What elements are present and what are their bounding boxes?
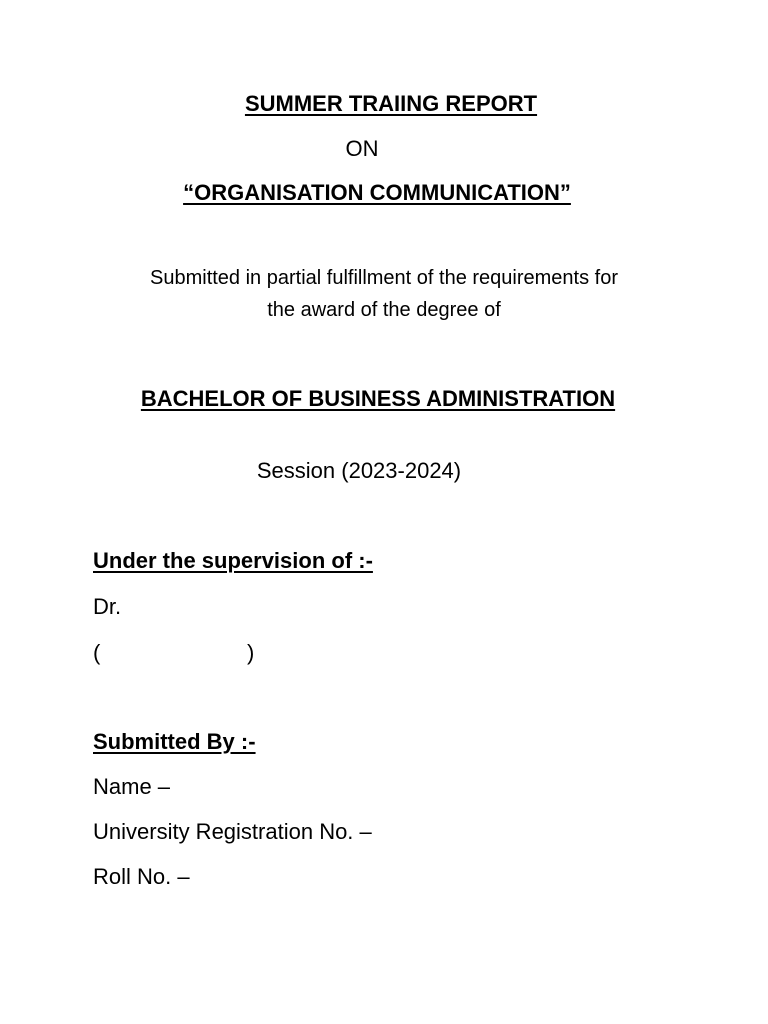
report-title: SUMMER TRAIING REPORT xyxy=(244,91,538,116)
degree-name: BACHELOR OF BUSINESS ADMINISTRATION xyxy=(140,386,616,411)
supervisor-designation-blank: ( ) xyxy=(93,640,255,665)
supervision-heading: Under the supervision of :- xyxy=(93,548,373,573)
report-on-label: ON xyxy=(345,136,379,161)
roll-number-field: Roll No. – xyxy=(93,864,190,889)
student-name-field: Name – xyxy=(93,774,171,799)
supervisor-name: Dr. xyxy=(93,594,122,619)
report-topic: “ORGANISATION COMMUNICATION” xyxy=(183,180,571,205)
session-years: Session (2023-2024) xyxy=(256,458,462,483)
submitted-by-heading: Submitted By :- xyxy=(93,729,256,754)
registration-number-field: University Registration No. – xyxy=(93,819,372,844)
submission-statement-line-1: Submitted in partial fulfillment of the requirements for xyxy=(150,267,618,289)
submission-statement-line-2: the award of the degree of xyxy=(267,299,501,321)
